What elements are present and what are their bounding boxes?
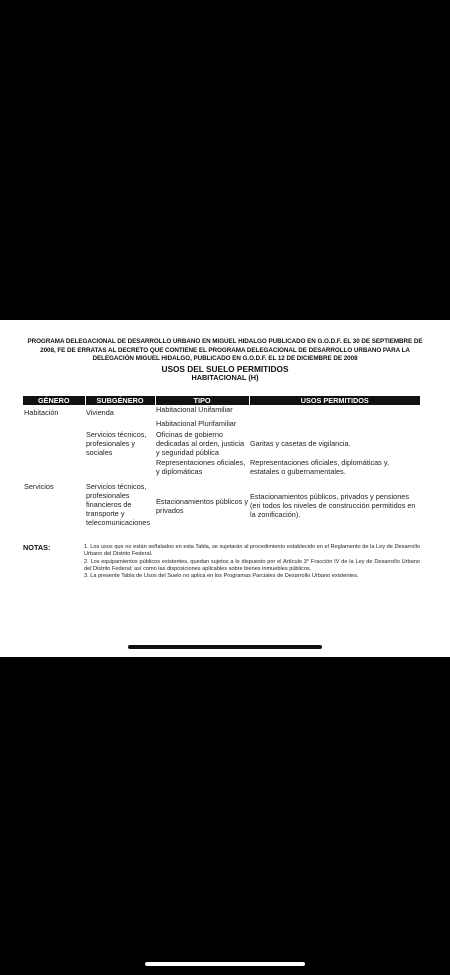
cell-genero: Habitación (24, 408, 59, 417)
table-row (23, 476, 420, 527)
notes-label: NOTAS: (23, 543, 51, 552)
table-header-row (23, 396, 420, 405)
document-title: USOS DEL SUELO PERMITIDOS (161, 363, 289, 374)
cell-genero (23, 417, 85, 428)
cell-usos: Representaciones oficiales, diplomáticas y, estatales o gubernamentales. (250, 458, 389, 476)
cell-usos (249, 417, 420, 428)
notes-section (23, 544, 420, 580)
cell-tipo: Representaciones oficiales, y diplomáticas (156, 458, 246, 476)
note-item: 2. Los equipamientos públicos existentes, quedan sujetos a lo dispuesto por el Artículo 3° Fracción IV de la Ley de Desarrollo Urbano del Distrito Federal; así como las disposiciones aplicables sobre bienes inmuebles públicos. (84, 558, 420, 572)
cell-usos: Estacionamientos públicos, privados y pensiones (en todos los niveles de construcción permitidos en la zonificación). (250, 492, 416, 519)
column-header-tipo: TIPO (155, 396, 249, 405)
document-subtitle: HABITACIONAL (H) (191, 372, 259, 382)
column-header-genero: GÉNERO (23, 396, 85, 405)
column-header-usos: USOS PERMITIDOS (249, 396, 420, 405)
table-row (23, 405, 420, 417)
notes-list (84, 544, 420, 580)
cell-subgenero: Servicios técnicos, profesionales y sociales (86, 430, 147, 457)
scroll-indicator-bar (128, 645, 322, 649)
note-item: 1. Los usos que no están señalados en esta Tabla, se sujetarán al procedimiento establecido en el Reglamento de la Ley de Desarrollo Urbano del Distrito Federal. (84, 544, 420, 558)
cell-usos: Garitas y casetas de vigilancia. (250, 439, 351, 448)
cell-genero (23, 457, 85, 476)
cell-subgenero (85, 417, 155, 428)
cell-subgenero (85, 457, 155, 476)
table-row (23, 417, 420, 428)
home-indicator-bar[interactable] (145, 962, 305, 966)
cell-subgenero: Servicios técnicos, profesionales financieros de transporte y telecomunicaciones (86, 482, 151, 527)
column-header-subgenero: SUBGÉNERO (85, 396, 155, 405)
cell-genero: Servicios (24, 482, 54, 491)
cell-tipo: Habitacional Plurifamiliar (156, 419, 237, 428)
cell-genero (23, 428, 85, 457)
document-page (0, 320, 450, 657)
document-header: PROGRAMA DELEGACIONAL DE DESARROLLO URBANO EN MIGUEL HIDALGO PUBLICADO EN G.O.D.F. EL 30 DE SEPTIEMBRE DE 2008, FE DE ERRATAS AL DECRETO QUE CONTIENE EL PROGRAMA DELEGACIONAL DE DESARROLLO URBANO PARA LA DELEGACIÓN MIGUEL HIDALGO, PUBLICADO EN G.O.D.F. EL 12 DE DICIEMBRE DE 2008 (27, 338, 423, 362)
cell-tipo: Habitacional Unifamiliar (156, 405, 233, 414)
cell-tipo: Estacionamientos públicos y privados (156, 497, 249, 515)
cell-usos (249, 405, 420, 417)
cell-subgenero: Vivienda (86, 408, 114, 417)
land-use-table (23, 396, 420, 527)
table-row (23, 457, 420, 476)
table-row (23, 428, 420, 457)
cell-tipo: Oficinas de gobierno dedicadas al orden, justicia y seguridad pública (156, 430, 245, 457)
note-item: 3. La presente Tabla de Usos del Suelo no aplica en los Programas Parciales de Desarrollo Urbano existentes. (84, 573, 359, 580)
